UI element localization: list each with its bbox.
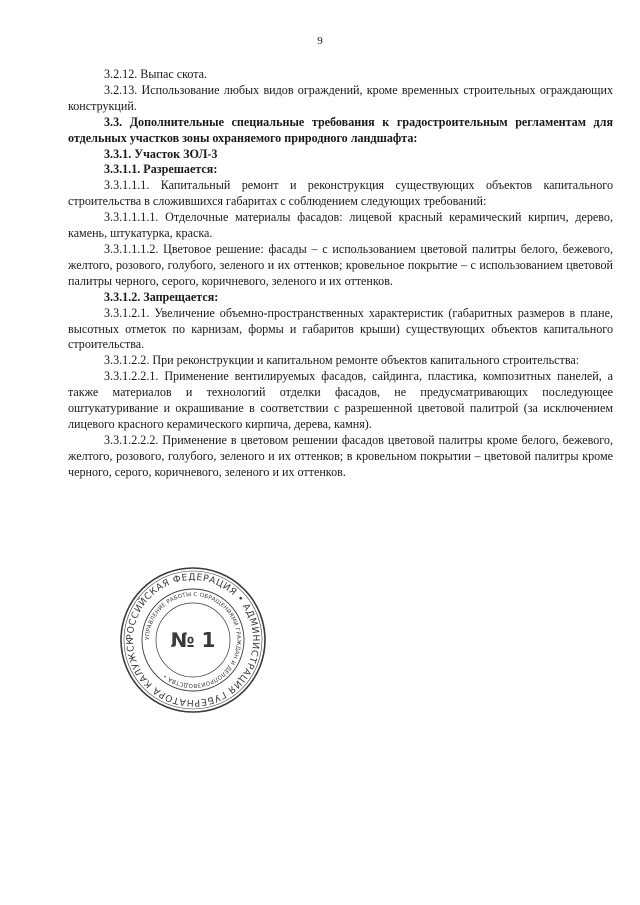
paragraph: 3.3.1.1.1.2. Цветовое решение: фасады – с использованием цветовой палитры белого, бежевого, желтого, розового, голубого, зеленого и их оттенков; кровельное покрытие – с использованием цветовой палитры черного, серого, коричневого, зеленого и их оттенков. (68, 241, 613, 288)
official-stamp (118, 565, 268, 715)
stamp-seal (118, 565, 268, 715)
paragraph: 3.3.1.2.2.2. Применение в цветовом решении фасадов цветовой палитры кроме белого, бежевого, желтого, розового, голубого, зеленого и их оттенков; в кровельном покрытии – цветовой палитры кроме черного, серого, коричневого, зеленого и их оттенков. (68, 432, 613, 479)
stamp-inner-text: УПРАВЛЕНИЕ РАБОТЫ С ОБРАЩЕНИЯМИ ГРАЖДАН И ДЕЛОПРОИЗВОДСТВА • (144, 591, 242, 689)
document-body (68, 67, 613, 481)
paragraph: 3.3.1.1.1. Капитальный ремонт и реконструкция существующих объектов капитального строительства в сложившихся габаритах с соблюдением следующих требований: (68, 178, 613, 209)
paragraph: 3.2.12. Выпас скота. (104, 67, 208, 81)
paragraph: 3.2.13. Использование любых видов ограждений, кроме временных строительных ограждающих конструкций. (68, 82, 613, 113)
section-heading: 3.3.1.2. Запрещается: (104, 289, 219, 304)
paragraph: 3.3.1.1.1.1. Отделочные материалы фасадов: лицевой красный керамический кирпич, дерево, камень, штукатурка, краска. (68, 210, 613, 241)
page-number: 9 (317, 35, 323, 47)
section-heading: 3.3.1.1. Разрешается: (104, 162, 218, 177)
section-heading: 3.3. Дополнительные специальные требования к градостроительным регламентам для отдельных участков зоны охраняемого природного ландшафта: (68, 114, 613, 145)
paragraph: 3.3.1.2.1. Увеличение объемно-пространственных характеристик (габаритных размеров в плане, высотных отметок по карнизам, формы и габаритов крыши) существующих объектов капитального строительства. (68, 305, 613, 352)
stamp-outer-text: РОССИЙСКАЯ ФЕДЕРАЦИЯ • АДМИНИСТРАЦИЯ ГУБЕРНАТОРА КАЛУЖСК (124, 571, 262, 709)
section-heading: 3.3.1. Участок ЗОЛ-3 (104, 146, 218, 161)
paragraph: 3.3.1.2.2.1. Применение вентилируемых фасадов, сайдинга, пластика, композитных панелей, а также материалов и технологий отделки фасадов, не предусматривающих последующее оштукатуривание и окрашивание в соответствии с разрешенной цветовой палитрой (за исключением лицевого красного керамического кирпича, дерева, камня). (68, 369, 613, 431)
paragraph: 3.3.1.2.2. При реконструкции и капитальном ремонте объектов капитального строительства: (104, 353, 580, 368)
stamp-number: № 1 (170, 628, 216, 652)
